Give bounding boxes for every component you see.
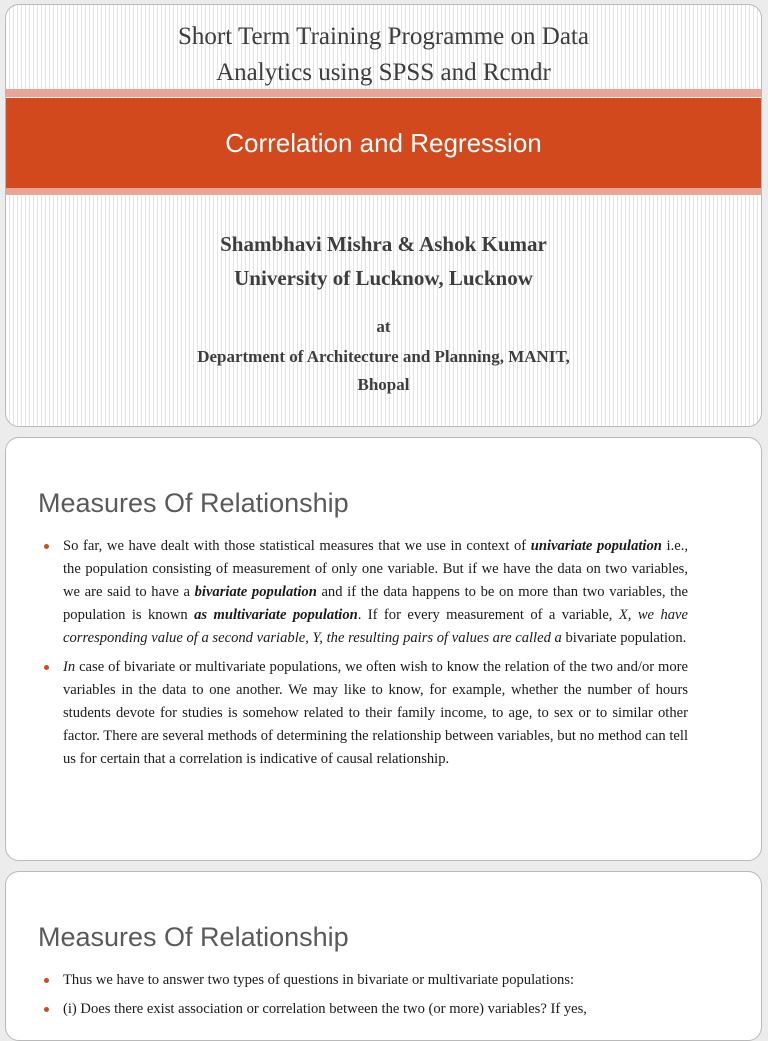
bullet-dot-icon bbox=[44, 1007, 49, 1012]
content-slide bbox=[5, 871, 762, 1041]
course-title-line-1: Short Term Training Programme on Data bbox=[178, 23, 589, 50]
bottom-accent-band bbox=[6, 188, 761, 195]
title-banner bbox=[6, 98, 761, 188]
bullet-dot-icon bbox=[44, 544, 49, 549]
venue-line-2: Bhopal bbox=[357, 375, 410, 394]
course-title-line-2: Analytics using SPSS and Rcmdr bbox=[216, 59, 551, 86]
main-title: Correlation and Regression bbox=[225, 127, 542, 158]
bullet-item bbox=[44, 998, 688, 1021]
bullet-text: So far, we have dealt with those statistical measures that we use in context of bbox=[63, 538, 531, 554]
venue-line-1: Department of Architecture and Planning, MANIT, bbox=[197, 347, 570, 366]
venue-at: at bbox=[376, 317, 391, 336]
bullet-text: . If for every measurement of a variable, bbox=[357, 607, 619, 623]
venue-block bbox=[6, 313, 761, 399]
bullet-item bbox=[44, 535, 688, 650]
bullet-item bbox=[44, 969, 688, 992]
slide-heading: Measures Of Relationship bbox=[38, 488, 349, 518]
title-slide bbox=[5, 4, 762, 427]
bullet-list bbox=[44, 535, 688, 777]
bullet-text: and if the data happens to be on more than two variables, the population is known bbox=[63, 584, 689, 623]
bullet-text: bivariate population. bbox=[561, 630, 687, 646]
authors-block bbox=[6, 227, 761, 295]
bullet-list bbox=[44, 969, 688, 1027]
bullet-emphasis: bivariate population bbox=[194, 584, 317, 600]
bullet-text: case of bivariate or multivariate populations, we often wish to know the relation of the two and/or more variables in the data to one another. We may like to know, for example, whether the number of hours students devote for studies is somehow related to their family income, to age, to sex or to similar other factor. There are several methods of determining the relationship between variables, but no method can tell us for certain that a correlation is indicative of causal relationship. bbox=[63, 659, 688, 767]
bullet-text: i.e., the population consisting of measurement of only one variable. But if we have the data on two variables, we are said to have a bbox=[63, 538, 688, 600]
bullet-dot-icon bbox=[44, 978, 49, 983]
bullet-italic: In bbox=[63, 659, 76, 675]
bullet-dot-icon bbox=[44, 665, 49, 670]
bullet-item bbox=[44, 656, 688, 771]
top-accent-band bbox=[6, 89, 761, 97]
bullet-text: (i) Does there exist association or correlation between the two (or more) variables? If yes, bbox=[63, 1001, 587, 1017]
course-title bbox=[6, 19, 761, 91]
bullet-emphasis: univariate population bbox=[530, 538, 662, 554]
author-names: Shambhavi Mishra & Ashok Kumar bbox=[220, 232, 547, 256]
author-university: University of Lucknow, Lucknow bbox=[234, 266, 533, 290]
content-slide bbox=[5, 437, 762, 861]
bullet-text: Thus we have to answer two types of questions in bivariate or multivariate populations: bbox=[63, 972, 575, 988]
bullet-emphasis: as multivariate population bbox=[194, 607, 358, 623]
bullet-italic: X, we have corresponding value of a second variable, Y, the resulting pairs of values are called a bbox=[63, 607, 688, 646]
slide-heading: Measures Of Relationship bbox=[38, 922, 349, 952]
